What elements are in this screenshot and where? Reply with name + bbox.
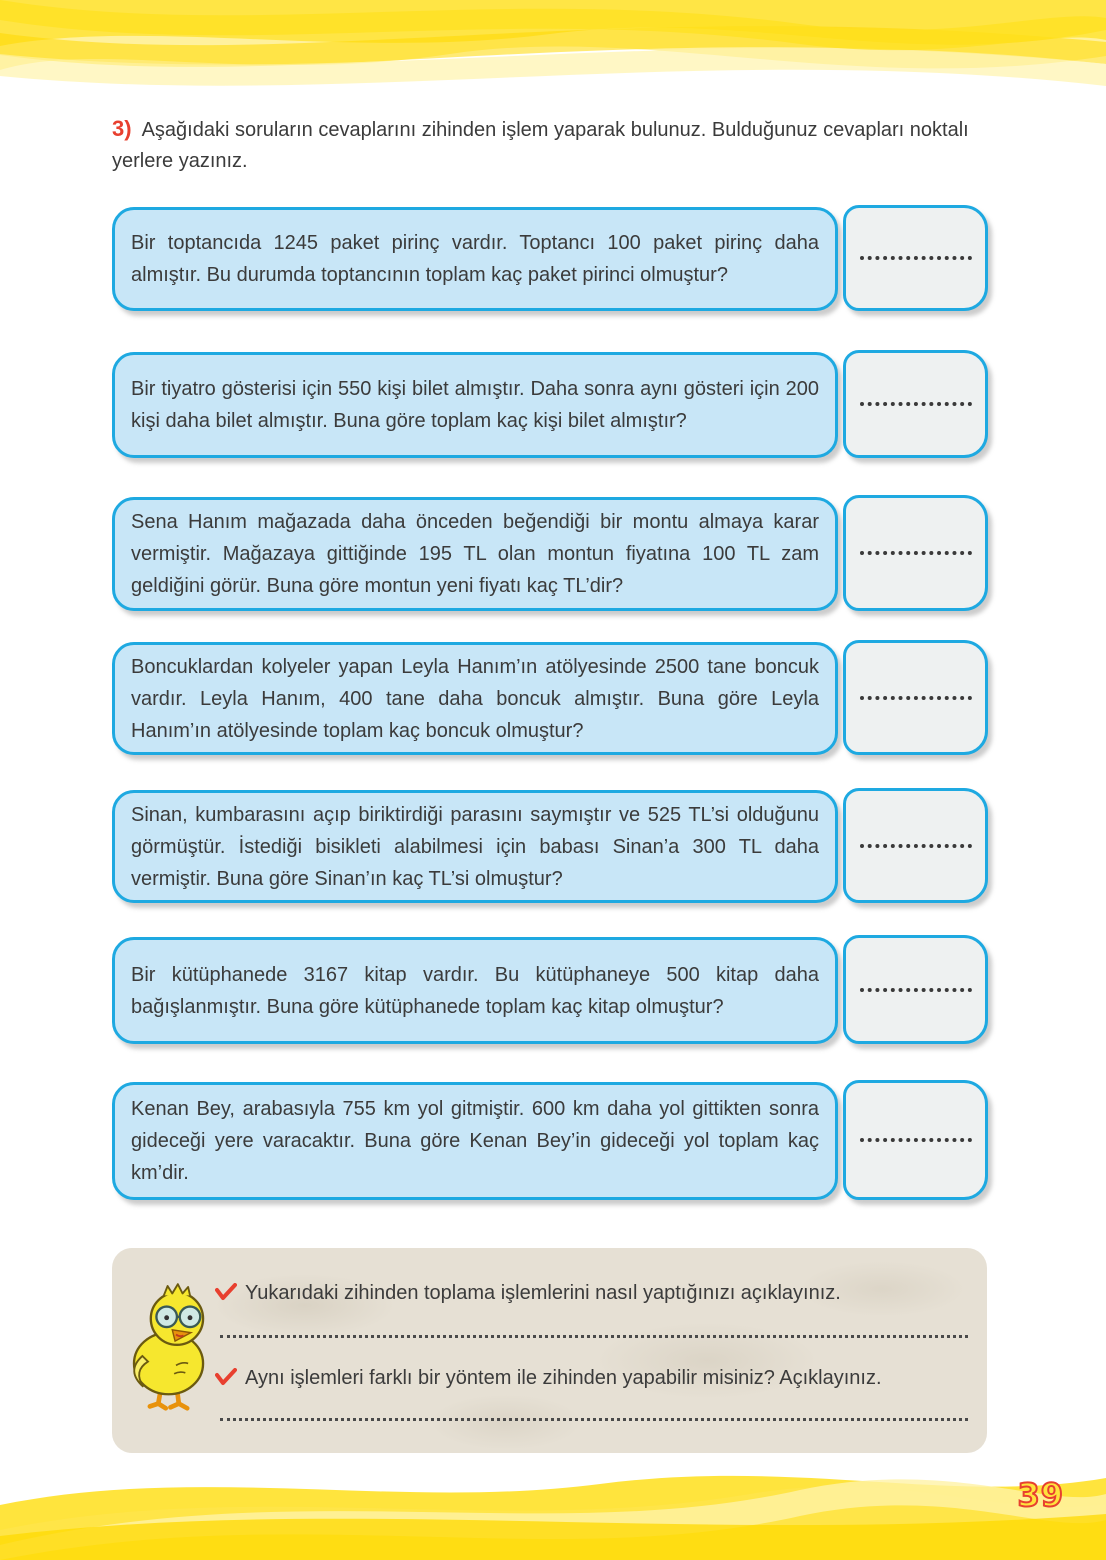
answer-dots[interactable] bbox=[860, 1138, 972, 1142]
exercise-number: 3) bbox=[112, 116, 132, 141]
discussion-prompt-1 bbox=[215, 1280, 970, 1307]
answer-box-6[interactable] bbox=[843, 935, 988, 1044]
answer-box-2[interactable] bbox=[843, 350, 988, 458]
answer-box-7[interactable] bbox=[843, 1080, 988, 1200]
answer-dots[interactable] bbox=[860, 551, 972, 555]
question-text: Bir tiyatro gösterisi için 550 kişi bilet almıştır. Daha sonra aynı gösteri için 200 kişi daha bilet almıştır. Buna göre toplam kaç kişi bilet almıştır? bbox=[131, 378, 819, 432]
answer-line-1[interactable] bbox=[220, 1335, 968, 1338]
question-box-3 bbox=[112, 497, 838, 611]
question-text: Sinan, kumbarasını açıp biriktirdiği parasını saymıştır ve 525 TL’si olduğunu görmüştür. İstediği bisikleti alabilmesi için babası Sinan’a 300 TL daha vermiştir. Buna göre Sinan’ın kaç TL’si olmuştur? bbox=[131, 803, 819, 890]
question-box-2 bbox=[112, 352, 838, 458]
question-text: Sena Hanım mağazada daha önceden beğendiği bir montu almaya karar vermiştir. Mağazaya gittiğinde 195 TL olan montun fiyatına 100 TL zam geldiğini görür. Buna göre montun yeni fiyatı kaç TL’dir? bbox=[131, 511, 819, 597]
bottom-wave-decoration bbox=[0, 1450, 1106, 1560]
checkmark-icon bbox=[215, 1368, 237, 1386]
prompt-text: Yukarıdaki zihinden toplama işlemlerini nasıl yaptığınızı açıklayınız. bbox=[245, 1282, 841, 1304]
discussion-prompt-2 bbox=[215, 1365, 970, 1392]
question-box-4 bbox=[112, 642, 838, 755]
question-box-5 bbox=[112, 790, 838, 903]
page-number: 39 bbox=[1017, 1476, 1064, 1514]
answer-box-4[interactable] bbox=[843, 640, 988, 755]
question-text: Bir kütüphanede 3167 kitap vardır. Bu kütüphaneye 500 kitap daha bağışlanmıştır. Buna göre kütüphanede toplam kaç kitap olmuştur? bbox=[131, 963, 819, 1018]
exercise-instruction: Aşağıdaki soruların cevaplarını zihinden işlem yaparak bulunuz. Bulduğunuz cevapları noktalı yerlere yazınız. bbox=[112, 119, 969, 173]
exercise-header bbox=[112, 112, 998, 177]
question-box-7 bbox=[112, 1082, 838, 1200]
question-box-1 bbox=[112, 207, 838, 311]
answer-box-3[interactable] bbox=[843, 495, 988, 611]
prompt-text: Aynı işlemleri farklı bir yöntem ile zihinden yapabilir misiniz? Açıklayınız. bbox=[245, 1367, 882, 1389]
answer-dots[interactable] bbox=[860, 696, 972, 700]
discussion-panel bbox=[112, 1248, 987, 1453]
answer-box-1[interactable] bbox=[843, 205, 988, 311]
checkmark-icon bbox=[215, 1283, 237, 1301]
question-text: Bir toptancıda 1245 paket pirinç vardır. Toptancı 100 paket pirinç daha almıştır. Bu durumda toptancının toplam kaç paket pirinci olmuştur? bbox=[131, 232, 819, 286]
answer-line-2[interactable] bbox=[220, 1418, 968, 1421]
question-text: Boncuklardan kolyeler yapan Leyla Hanım’ın atölyesinde 2500 tane boncuk vardır. Leyla Hanım, 400 tane daha boncuk almıştır. Buna göre Leyla Hanım’ın atölyesinde toplam kaç boncuk olmuştur? bbox=[131, 655, 819, 742]
answer-dots[interactable] bbox=[860, 988, 972, 992]
answer-dots[interactable] bbox=[860, 844, 972, 848]
answer-dots[interactable] bbox=[860, 256, 972, 260]
answer-dots[interactable] bbox=[860, 402, 972, 406]
question-text: Kenan Bey, arabasıyla 755 km yol gitmiştir. 600 km daha yol gittikten sonra gideceği yere varacaktır. Buna göre Kenan Bey’in gideceği yol toplam kaç km’dir. bbox=[131, 1098, 819, 1184]
top-wave-decoration bbox=[0, 0, 1106, 110]
answer-box-5[interactable] bbox=[843, 788, 988, 903]
question-box-6 bbox=[112, 937, 838, 1044]
